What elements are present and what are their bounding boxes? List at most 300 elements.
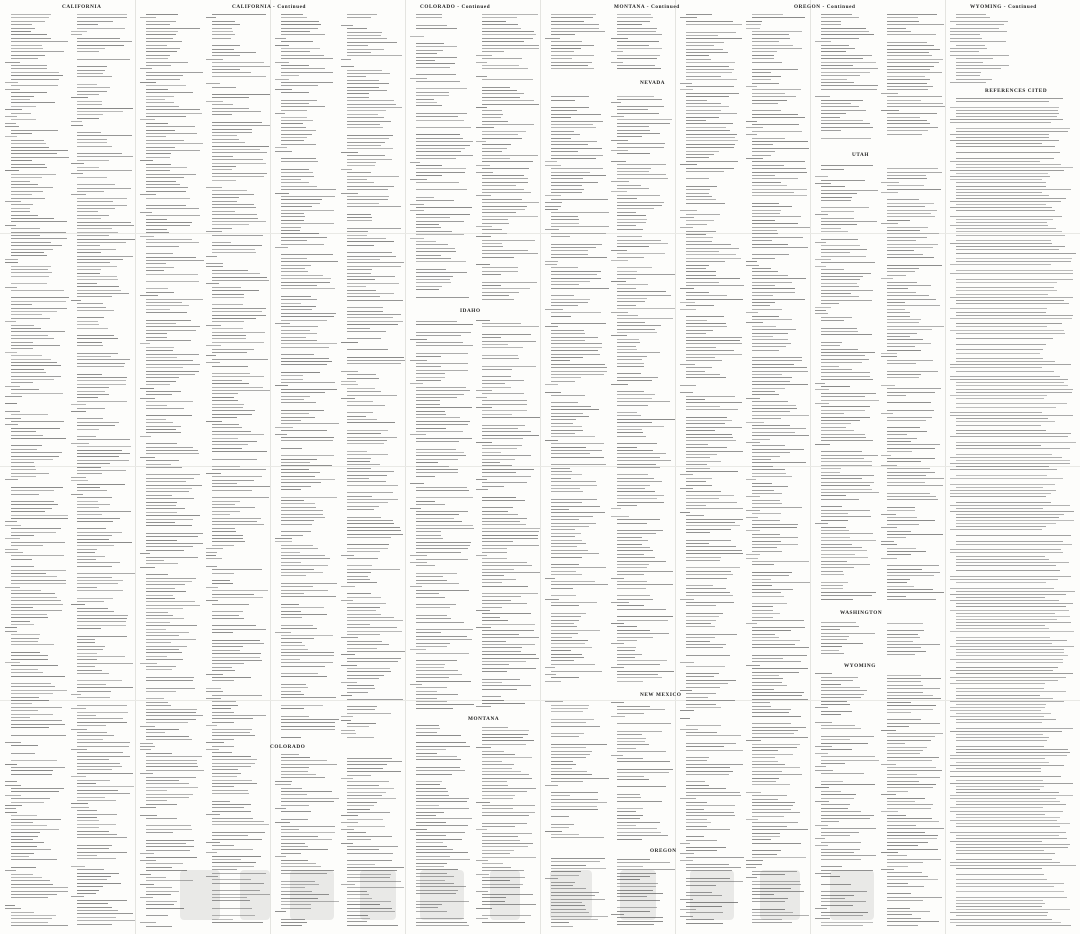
text-line (617, 346, 636, 347)
text-line (146, 133, 197, 134)
text-line (275, 89, 292, 90)
text-line (416, 197, 434, 198)
text-line (146, 639, 196, 640)
text-line (611, 755, 623, 756)
text-line (887, 723, 940, 724)
text-line (821, 650, 839, 651)
text-line (146, 550, 184, 551)
text-line (551, 488, 580, 489)
text-line (146, 488, 192, 489)
text-line (341, 59, 351, 60)
text-line (146, 485, 202, 486)
text-line (680, 217, 694, 218)
text-line (77, 528, 106, 529)
text-line (752, 367, 807, 368)
text-line (212, 869, 237, 870)
text-line (347, 481, 386, 482)
text-line (275, 822, 290, 823)
text-line (821, 537, 850, 538)
text-line (617, 291, 666, 292)
text-line (281, 85, 318, 86)
text-line (887, 268, 919, 269)
text-line (347, 641, 382, 642)
text-line (146, 780, 179, 781)
text-line (347, 159, 392, 160)
text-line (416, 81, 460, 82)
text-line (617, 584, 673, 585)
text-line (416, 407, 472, 408)
text-line (551, 795, 570, 796)
text-line (410, 78, 427, 79)
reference-line (956, 433, 1071, 434)
text-line (212, 304, 243, 305)
text-line (11, 593, 55, 594)
text-line (686, 498, 719, 499)
text-line (551, 557, 582, 558)
text-line (821, 557, 868, 558)
text-line (146, 263, 166, 264)
text-line (821, 828, 876, 829)
text-line (11, 164, 45, 165)
reference-line (956, 597, 1045, 598)
text-line (347, 846, 398, 847)
text-line (752, 661, 801, 662)
text-line (482, 425, 525, 426)
text-line (815, 523, 828, 524)
text-line (416, 424, 468, 425)
text-line (617, 595, 650, 596)
text-line (752, 843, 801, 844)
reference-line (950, 529, 1042, 530)
text-line (77, 135, 132, 136)
text-line (821, 554, 855, 555)
text-line (680, 385, 696, 386)
text-line (11, 686, 55, 687)
text-line (611, 250, 627, 251)
text-line (281, 459, 317, 460)
text-line (5, 386, 20, 387)
text-line (752, 647, 809, 648)
text-line (476, 390, 492, 391)
text-line (281, 849, 328, 850)
text-line (146, 443, 177, 444)
text-line (77, 552, 95, 553)
text-line (341, 586, 355, 587)
text-line (617, 17, 653, 18)
text-line (281, 489, 301, 490)
text-line (281, 465, 332, 466)
reference-line (956, 192, 1042, 193)
text-line (347, 471, 394, 472)
text-line (416, 99, 434, 100)
text-line (617, 325, 661, 326)
text-line (551, 491, 583, 492)
text-line (212, 180, 236, 181)
text-line (146, 756, 202, 757)
text-line (347, 45, 368, 46)
reference-line (956, 740, 1047, 741)
text-line (11, 604, 63, 605)
text-line (77, 17, 127, 18)
text-line (686, 902, 738, 903)
text-line (482, 199, 522, 200)
text-line (347, 338, 381, 339)
text-line (281, 375, 303, 376)
text-line (11, 249, 53, 250)
text-line (752, 456, 780, 457)
text-line (281, 507, 316, 508)
text-line (347, 35, 381, 36)
text-line (617, 405, 648, 406)
text-line (686, 420, 732, 421)
text-line (11, 102, 55, 103)
text-line (551, 567, 606, 568)
text-line (680, 302, 695, 303)
text-line (821, 561, 847, 562)
text-line (281, 555, 325, 556)
text-line (686, 508, 743, 509)
text-line (752, 55, 774, 56)
text-line (881, 527, 897, 528)
text-line (347, 14, 377, 15)
text-line (545, 206, 561, 207)
text-line (281, 826, 335, 827)
text-line (140, 295, 158, 296)
text-line (11, 28, 35, 29)
text-line (551, 660, 574, 661)
text-line (821, 123, 870, 124)
text-line (752, 655, 807, 656)
text-line (416, 911, 447, 912)
text-line (11, 143, 46, 144)
text-line (281, 801, 334, 802)
text-line (347, 867, 404, 868)
text-line (815, 845, 828, 846)
text-line (686, 234, 706, 235)
text-line (680, 309, 696, 310)
text-line (212, 31, 233, 32)
text-line (551, 274, 597, 275)
text-line (212, 373, 250, 374)
reference-line (950, 179, 1042, 180)
text-line (482, 644, 535, 645)
text-line (275, 784, 291, 785)
text-line (482, 97, 520, 98)
text-line (281, 829, 299, 830)
text-line (212, 801, 230, 802)
text-line (482, 785, 508, 786)
text-line (881, 93, 898, 94)
text-line (281, 558, 330, 559)
text-line (752, 744, 800, 745)
text-line (416, 618, 451, 619)
reference-line (956, 640, 1067, 641)
text-line (416, 660, 457, 661)
text-line (482, 922, 525, 923)
text-line (77, 70, 105, 71)
text-line (11, 710, 38, 711)
text-line (11, 55, 45, 56)
text-line (617, 28, 657, 29)
text-line (551, 168, 603, 169)
text-line (11, 559, 32, 560)
text-line (275, 247, 288, 248)
text-line (887, 392, 935, 393)
text-line (281, 82, 333, 83)
reference-line (950, 207, 1052, 208)
text-line (482, 791, 527, 792)
text-line (212, 62, 264, 63)
text-line (281, 649, 308, 650)
text-line (416, 859, 470, 860)
text-line (206, 674, 223, 675)
text-line (281, 254, 333, 255)
text-line (482, 376, 511, 377)
text-line (140, 236, 154, 237)
text-line (752, 278, 806, 279)
text-line (821, 622, 856, 623)
reference-line (956, 210, 1055, 211)
text-line (281, 144, 316, 145)
text-line (146, 401, 193, 402)
reference-line (950, 379, 1068, 380)
text-line (752, 240, 772, 241)
text-line (821, 406, 870, 407)
text-line (77, 722, 127, 723)
text-line (212, 204, 254, 205)
text-line (686, 616, 719, 617)
text-line (11, 897, 48, 898)
text-line (146, 790, 167, 791)
text-line (347, 231, 368, 232)
text-line (11, 393, 63, 394)
text-line (476, 407, 492, 408)
text-line (545, 326, 558, 327)
text-line (617, 734, 642, 735)
text-line (416, 698, 437, 699)
text-line (887, 637, 920, 638)
text-line (341, 720, 351, 721)
reference-line (950, 243, 1052, 244)
text-line (146, 394, 172, 395)
text-line (416, 791, 448, 792)
text-line (752, 610, 773, 611)
text-line (347, 709, 375, 710)
text-line (821, 79, 847, 80)
reference-line (956, 338, 1053, 339)
text-line (347, 87, 379, 88)
text-line (686, 822, 711, 823)
text-line (416, 282, 451, 283)
text-line (887, 496, 936, 497)
text-line (212, 476, 262, 477)
reference-line (956, 789, 1040, 790)
text-line (752, 850, 781, 851)
text-line (347, 761, 402, 762)
text-line (11, 140, 44, 141)
text-line (77, 886, 103, 887)
text-line (146, 140, 184, 141)
text-line (212, 417, 237, 418)
text-line (551, 543, 586, 544)
text-line (347, 279, 375, 280)
text-line (551, 413, 583, 414)
text-line (347, 887, 404, 888)
text-line (887, 49, 940, 50)
text-line (281, 65, 309, 66)
reference-line (956, 502, 1051, 503)
text-line (686, 316, 724, 317)
text-line (77, 177, 107, 178)
text-line (551, 526, 589, 527)
text-line (11, 325, 34, 326)
text-line (482, 58, 522, 59)
text-line (482, 465, 512, 466)
text-line (281, 583, 337, 584)
heading-wyoming-continued: WYOMING - Continued (970, 4, 1037, 10)
reference-line (956, 704, 1046, 705)
text-line (752, 524, 798, 525)
text-line (887, 316, 910, 317)
text-line (752, 469, 785, 470)
text-line (686, 683, 728, 684)
text-line (821, 849, 860, 850)
text-line (551, 861, 600, 862)
text-line (77, 101, 102, 102)
text-line (11, 58, 38, 59)
text-line (482, 472, 516, 473)
text-line (281, 333, 317, 334)
text-line (551, 302, 588, 303)
text-line (752, 537, 798, 538)
text-line (686, 32, 736, 33)
text-line (821, 510, 870, 511)
text-line (140, 567, 155, 568)
text-line (821, 736, 874, 737)
text-line (551, 138, 571, 139)
text-line (212, 866, 254, 867)
text-line (347, 607, 380, 608)
reference-line (956, 817, 1060, 818)
text-line (821, 811, 861, 812)
text-line (77, 259, 123, 260)
text-line (752, 192, 794, 193)
text-line (416, 545, 470, 546)
text-line (347, 614, 381, 615)
text-line (686, 588, 726, 589)
text-line (686, 140, 738, 141)
text-line (611, 51, 623, 52)
text-line (887, 586, 914, 587)
text-line (281, 596, 336, 597)
column-divider (405, 0, 406, 934)
text-line (416, 476, 435, 477)
text-line (416, 670, 458, 671)
text-line (347, 458, 371, 459)
text-line (746, 510, 760, 511)
text-line (281, 161, 318, 162)
text-line (212, 72, 251, 73)
text-line (821, 901, 866, 902)
text-line (746, 261, 757, 262)
text-line (11, 880, 50, 881)
text-line (686, 52, 728, 53)
text-line (617, 429, 642, 430)
text-line (212, 528, 235, 529)
text-line (551, 871, 581, 872)
text-line (11, 884, 53, 885)
text-line (752, 857, 806, 858)
text-line (347, 478, 369, 479)
text-line (347, 419, 377, 420)
text-line (686, 347, 716, 348)
text-line (617, 828, 657, 829)
text-line (617, 284, 648, 285)
text-line (212, 315, 266, 316)
text-line (887, 866, 908, 867)
text-line (140, 194, 156, 195)
text-line (347, 768, 383, 769)
text-line (752, 582, 810, 583)
text-line (617, 533, 656, 534)
text-line (887, 893, 911, 894)
text-line (347, 597, 381, 598)
text-line (347, 918, 370, 919)
text-line (686, 647, 723, 648)
text-line (482, 288, 530, 289)
text-line (752, 909, 785, 910)
text-line (551, 450, 602, 451)
text-line (281, 500, 304, 501)
text-line (617, 126, 649, 127)
text-line (146, 147, 175, 148)
text-line (275, 385, 288, 386)
text-line (212, 915, 255, 916)
text-line (752, 305, 770, 306)
text-line (71, 31, 87, 32)
text-line (617, 731, 662, 732)
text-line (476, 127, 494, 128)
text-line (821, 794, 856, 795)
text-line (752, 316, 779, 317)
text-line (551, 299, 590, 300)
text-line (146, 340, 191, 341)
text-line (410, 508, 421, 509)
reference-line (956, 559, 1049, 560)
text-line (77, 446, 131, 447)
text-line (545, 209, 558, 210)
text-line (686, 76, 721, 77)
text-line (212, 486, 270, 487)
text-line (611, 643, 624, 644)
text-line (617, 432, 643, 433)
text-line (212, 249, 255, 250)
text-line (212, 653, 261, 654)
text-line (551, 28, 599, 29)
text-line (212, 712, 234, 713)
text-line (77, 94, 99, 95)
text-line (686, 732, 717, 733)
text-line (482, 219, 508, 220)
text-line (140, 68, 152, 69)
text-line (617, 349, 637, 350)
text-line (212, 245, 262, 246)
reference-line (956, 879, 1047, 880)
text-line (11, 17, 49, 18)
text-line (347, 726, 369, 727)
reference-line (956, 582, 1046, 583)
text-line (686, 402, 742, 403)
